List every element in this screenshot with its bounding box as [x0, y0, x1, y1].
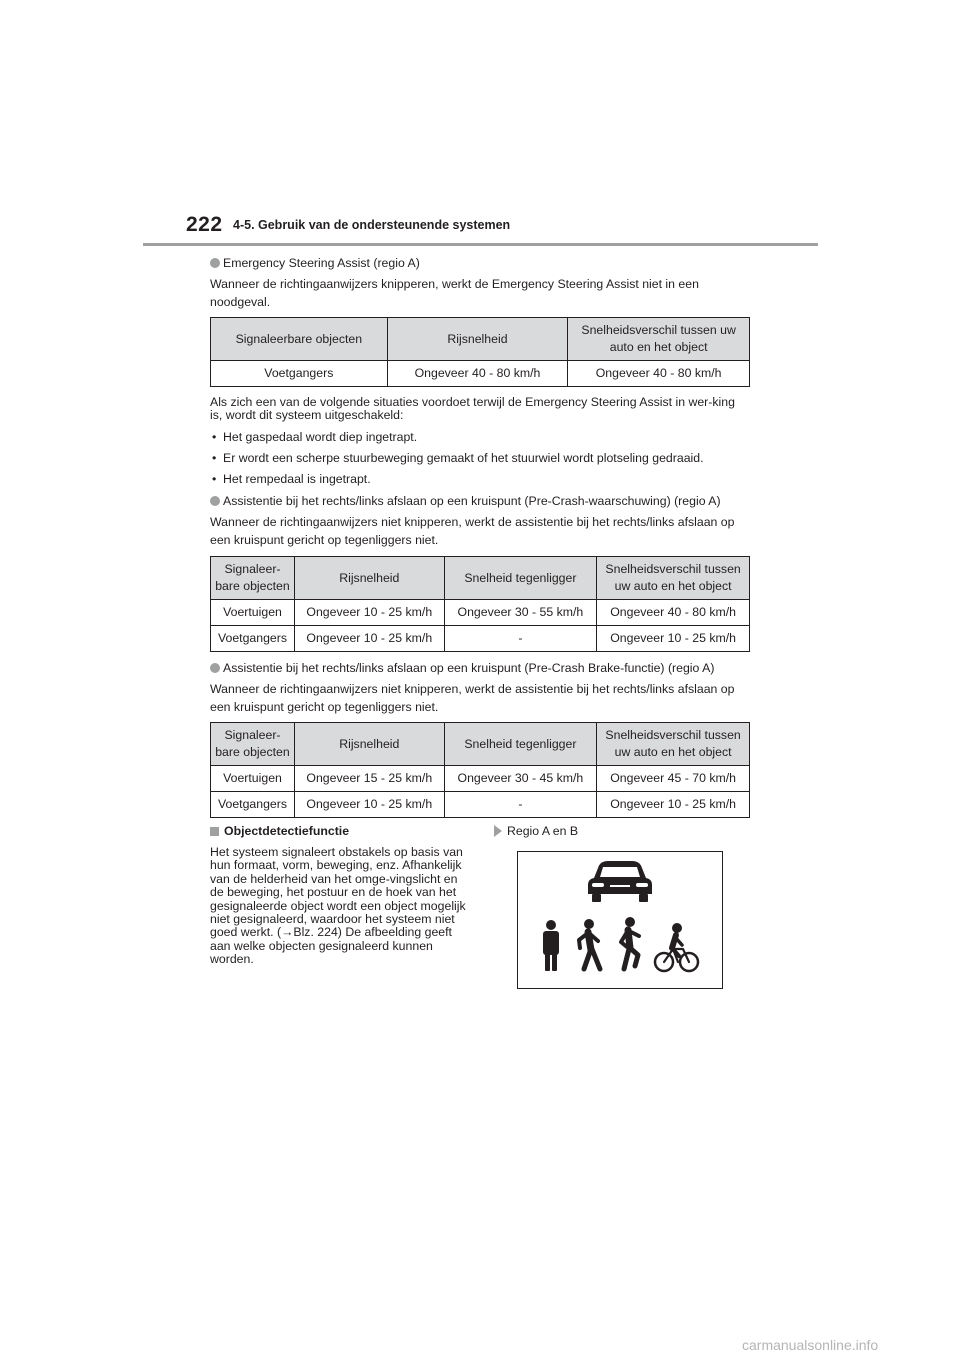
cyclist-icon	[655, 923, 698, 971]
table-cell: Ongeveer 15 - 25 km/h	[294, 766, 444, 792]
table-header-cell: Snelheidsverschil tussen uw auto en het object	[597, 723, 750, 766]
section-2-table	[210, 556, 750, 652]
table-header-row	[211, 557, 750, 600]
table-cell: Ongeveer 10 - 25 km/h	[294, 626, 444, 652]
table-cell: Ongeveer 10 - 25 km/h	[294, 792, 444, 818]
section-3-intro: Wanneer de richtingaanwijzers niet knipperen, werkt de assistentie bij het rechts/links afslaan op een kruispunt gericht op tegenliggers niet.	[210, 682, 735, 714]
table-header-cell: Rijsnelheid	[387, 318, 568, 361]
table-cell: Voetgangers	[211, 626, 295, 652]
region-label: Regio A en B	[507, 824, 579, 838]
table-cell: Ongeveer 40 - 80 km/h	[387, 361, 568, 387]
table-header-cell: Snelheid tegenligger	[444, 723, 597, 766]
car-icon	[588, 861, 652, 902]
table-header-row	[211, 318, 750, 361]
table-header-row	[211, 723, 750, 766]
gray-bullet-icon	[210, 258, 220, 268]
watermark: carmanualsonline.info	[742, 1337, 879, 1353]
section-3-table	[210, 722, 750, 818]
header-rule	[143, 243, 818, 246]
gray-bullet-icon	[210, 663, 220, 673]
list-item: • Het rempedaal is ingetrapt.	[210, 470, 750, 488]
running-pedestrian-icon	[621, 917, 639, 969]
condition-list	[210, 428, 750, 488]
table-header-cell: Rijsnelheid	[294, 723, 444, 766]
table-cell: Voertuigen	[211, 600, 295, 626]
table-header-cell: Snelheid tegenligger	[444, 557, 597, 600]
table-row	[211, 361, 750, 387]
section-title: 4-5. Gebruik van de ondersteunende systemen	[233, 218, 511, 232]
page-number: 222	[186, 213, 223, 236]
table-header-cell: Rijsnelheid	[294, 557, 444, 600]
table-cell: Ongeveer 30 - 55 km/h	[444, 600, 597, 626]
gray-triangle-icon	[494, 825, 502, 837]
section-1-after	[210, 396, 750, 488]
table-cell: Ongeveer 40 - 80 km/h	[568, 361, 750, 387]
section-1-heading-row	[210, 254, 750, 272]
table-header-cell: Signaleerbare objecten	[211, 318, 388, 361]
table-cell: Voertuigen	[211, 766, 295, 792]
section-1-after-text: Als zich een van de volgende situaties voordoet terwijl de Emergency Steering Assist in wer-king is, wordt dit systeem uitgeschakeld:	[210, 395, 735, 422]
table-header-cell: Snelheidsverschil tussen uw auto en het object	[597, 557, 750, 600]
section-3-text	[210, 659, 750, 716]
section-3-heading: Assistentie bij het rechts/links afslaan op een kruispunt (Pre-Crash Brake-functie) (regio A)	[223, 661, 715, 675]
walking-pedestrian-icon	[579, 919, 600, 969]
gray-square-icon	[210, 827, 219, 836]
section-1-text	[210, 254, 750, 311]
table-row	[211, 766, 750, 792]
table-header-cell: Signaleer-bare objecten	[211, 723, 295, 766]
table-header-cell: Snelheidsverschil tussen uw auto en het object	[568, 318, 750, 361]
table-cell: -	[444, 792, 597, 818]
section-2-intro: Wanneer de richtingaanwijzers niet knipperen, werkt de assistentie bij het rechts/links afslaan op een kruispunt gericht op tegenliggers niet.	[210, 515, 735, 547]
table-header-cell: Signaleer-bare objecten	[211, 557, 295, 600]
detectable-objects-figure	[517, 851, 723, 989]
table-row	[211, 626, 750, 652]
table-row	[211, 600, 750, 626]
list-item: • Er wordt een scherpe stuurbeweging gemaakt of het stuurwiel wordt plotseling gedraaid.	[210, 449, 750, 467]
table-cell: -	[444, 626, 597, 652]
section-2-heading-row	[210, 492, 750, 510]
table-cell: Ongeveer 30 - 45 km/h	[444, 766, 597, 792]
detectable-objects-illustration	[518, 852, 722, 988]
section-2-text	[210, 492, 750, 549]
table-cell: Voetgangers	[211, 792, 295, 818]
section-1-table	[210, 317, 750, 387]
section-3-heading-row	[210, 659, 750, 677]
gray-bullet-icon	[210, 496, 220, 506]
table-cell: Ongeveer 45 - 70 km/h	[597, 766, 750, 792]
section-2-heading: Assistentie bij het rechts/links afslaan op een kruispunt (Pre-Crash-waarschuwing) (regio A)	[223, 494, 721, 508]
table-cell: Ongeveer 10 - 25 km/h	[597, 792, 750, 818]
table-cell: Ongeveer 40 - 80 km/h	[597, 600, 750, 626]
object-detection-heading-row	[210, 824, 349, 838]
section-1-heading: Emergency Steering Assist (regio A)	[223, 256, 420, 270]
section-1-intro: Wanneer de richtingaanwijzers knipperen, werkt de Emergency Steering Assist niet in een noodgeval.	[210, 277, 699, 309]
table-cell: Ongeveer 10 - 25 km/h	[597, 626, 750, 652]
standing-pedestrian-icon	[543, 920, 559, 971]
region-label-row	[494, 824, 578, 838]
object-detection-heading: Objectdetectiefunctie	[224, 824, 350, 838]
table-cell: Voetgangers	[211, 361, 388, 387]
list-item: • Het gaspedaal wordt diep ingetrapt.	[210, 428, 750, 446]
table-cell: Ongeveer 10 - 25 km/h	[294, 600, 444, 626]
table-row	[211, 792, 750, 818]
object-detection-body: Het systeem signaleert obstakels op basis van hun formaat, vorm, beweging, enz. Afhankelijk van de helderheid van het omge-vingslicht en de beweging, het postuur en de hoek van het gesignaleerde object wordt een object mogelijk niet gesignaleerd, waardoor het systeem niet goed werkt. (→Blz. 224) De afbeelding geeft aan welke objecten gesignaleerd kunnen worden.	[210, 845, 466, 967]
